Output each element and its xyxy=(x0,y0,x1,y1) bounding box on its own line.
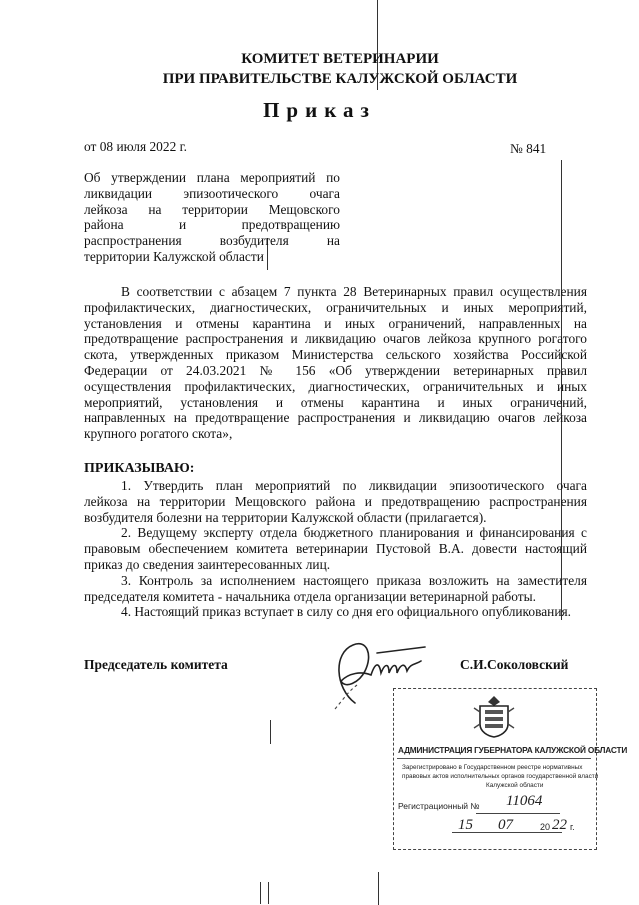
stamp-reg-year-prefix: 20 xyxy=(540,822,551,832)
scan-line xyxy=(268,882,269,904)
preamble-line: установления и отмены карантина и иных ограничений, направленных на xyxy=(84,315,587,331)
item-line: возбудителя болезни на территории Калужской области (прилагается). xyxy=(84,509,487,525)
document-title: Приказ xyxy=(263,98,376,122)
registration-stamp xyxy=(393,688,628,850)
order-date: от 08 июля 2022 г. xyxy=(84,139,187,154)
preamble-line: крупного рогатого скота», xyxy=(84,426,233,442)
item-line: 3. Контроль за исполнением настоящего приказа возложить на заместителя xyxy=(121,572,587,588)
stamp-reg-number: 11064 xyxy=(506,793,543,809)
signer-position: Председатель комитета xyxy=(84,657,228,672)
subject-line: распространения возбудителя на xyxy=(84,233,340,249)
subject-line: территории Калужской области xyxy=(84,248,264,264)
item-line: правовым обеспечением комитета ветеринарии Пустовой В.А. довести настоящий xyxy=(84,541,587,557)
item-line: 1. Утвердить план мероприятий по ликвидации эпизоотического очага xyxy=(121,478,587,493)
preamble-line: осуществления профилактических, диагностических, ограничительных и иных xyxy=(84,378,587,394)
item-line: 2. Ведущему эксперту отдела бюджетного планирования и финансирования с xyxy=(121,525,587,541)
item-line: 4. Настоящий приказ вступает в силу со дня его официального опубликования. xyxy=(121,604,571,620)
stamp-reg-year: 22 xyxy=(552,817,567,833)
item-line: приказ до сведения заинтересованных лиц. xyxy=(84,556,331,572)
stamp-reg-month: 07 xyxy=(498,817,513,833)
preamble-line: скота, утвержденных приказом Министерства сельского хозяйства Российской xyxy=(84,347,587,363)
stamp-text-line: Калужской области xyxy=(486,782,544,789)
preamble-line: предотвращение распространения и ликвидацию очагов лейкоза крупного рогатого xyxy=(84,331,587,347)
scan-line xyxy=(378,872,379,905)
stamp-reg-year-end: г. xyxy=(570,822,575,832)
item-line: председателя комитета - начальника отдела организации ветеринарной работы. xyxy=(84,588,536,604)
preamble-line: мероприятий, установления и отмены карантина и иных ограничений, xyxy=(84,394,587,410)
stamp-text-line: правовых актов исполнительных органов государственной власти xyxy=(402,773,599,780)
subject-line: лейкоза на территории Мещовского xyxy=(84,201,340,217)
coat-of-arms-icon xyxy=(470,694,518,738)
stamp-header: АДМИНИСТРАЦИЯ ГУБЕРНАТОРА КАЛУЖСКОЙ ОБЛАСТИ xyxy=(398,745,628,755)
order-items xyxy=(84,478,587,620)
preamble-line: В соответствии с абзацем 7 пункта 28 Ветеринарных правил осуществления xyxy=(121,284,587,299)
org-name-line-2: ПРИ ПРАВИТЕЛЬСТВЕ КАЛУЖСКОЙ ОБЛАСТИ xyxy=(162,71,518,87)
order-number: № 841 xyxy=(510,141,547,156)
subject-line: ликвидации эпизоотического очага xyxy=(84,185,340,201)
signer-name: С.И.Соколовский xyxy=(460,657,569,672)
order-heading: ПРИКАЗЫВАЮ: xyxy=(84,461,195,476)
scan-line xyxy=(260,882,261,904)
preamble-line: направленных на предотвращение распространения и ликвидацию очагов лейкоза xyxy=(84,410,587,426)
subject-line: Об утверждении плана мероприятий по xyxy=(84,170,340,185)
preamble xyxy=(84,284,587,442)
preamble-line: Федерации от 24.03.2021 № 156 «Об утверждении ветеринарных правил xyxy=(84,362,587,378)
org-name-line-1: КОМИТЕТ ВЕТЕРИНАРИИ xyxy=(241,51,439,67)
preamble-line: профилактических, диагностических, ограничительных и иных мероприятий, xyxy=(84,299,587,315)
subject-block xyxy=(84,170,340,265)
stamp-reg-label: Регистрационный № xyxy=(398,801,480,811)
subject-line: района и предотвращению xyxy=(84,217,340,233)
stamp-text-line: Зарегистрировано в Государственном реестре нормативных xyxy=(402,764,583,771)
item-line: лейкоза на территории Мещовского района и предотвращению распространения xyxy=(84,493,587,509)
scan-line xyxy=(270,720,271,744)
stamp-reg-day: 15 xyxy=(458,817,473,833)
